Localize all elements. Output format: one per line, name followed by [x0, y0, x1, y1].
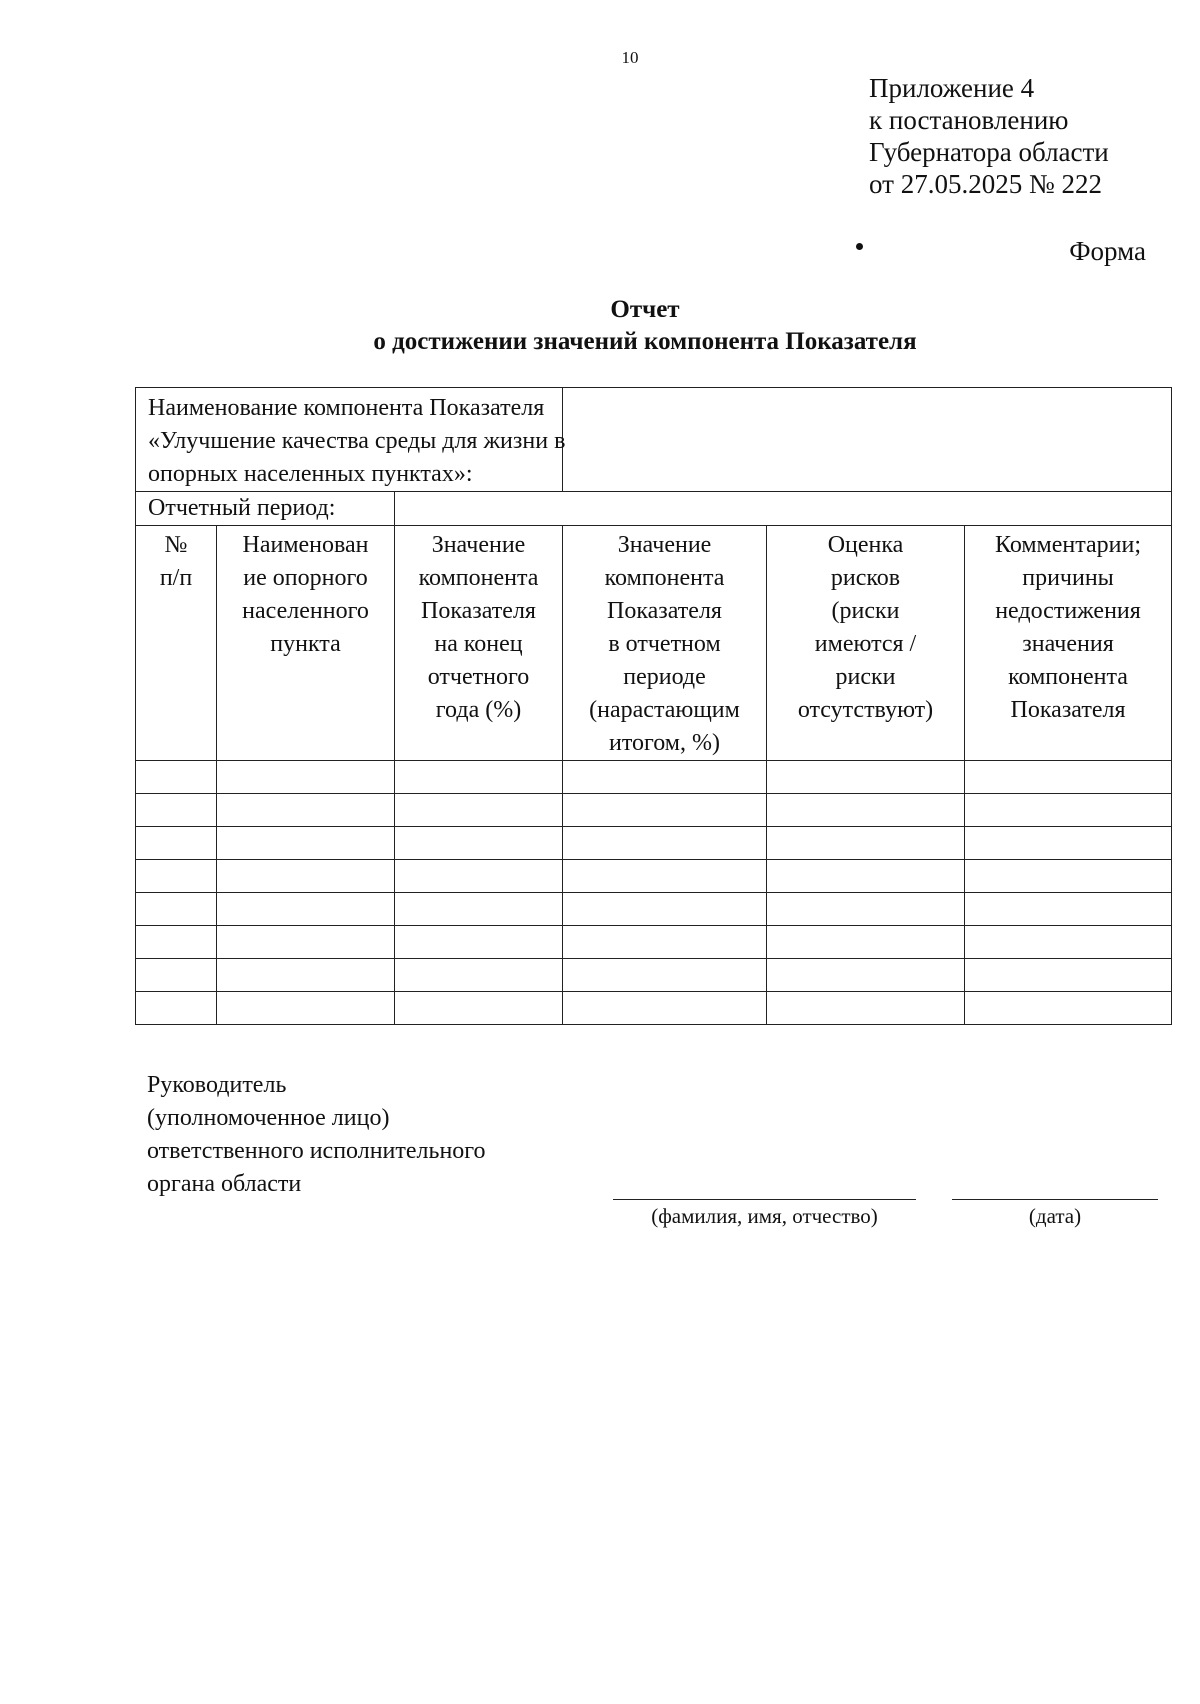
- header-text-line: Наименован: [242, 532, 369, 558]
- table-cell[interactable]: [563, 959, 767, 992]
- form-label: Форма: [1069, 236, 1146, 266]
- table-cell[interactable]: [965, 761, 1172, 794]
- table-cell[interactable]: [563, 761, 767, 794]
- table-cell[interactable]: [136, 959, 217, 992]
- header-text-line: населенного: [242, 598, 369, 624]
- header-text-line: (риски: [831, 598, 900, 624]
- header-text-line: периоде: [623, 664, 706, 690]
- table-row: [136, 926, 1172, 959]
- table-cell[interactable]: [767, 794, 965, 827]
- table-row: [136, 761, 1172, 794]
- report-table: [135, 387, 1172, 1025]
- header-text-line: (нарастающим: [589, 697, 740, 723]
- component-name-line-1: Наименование компонента Показателя: [148, 395, 545, 421]
- table-cell[interactable]: [563, 860, 767, 893]
- header-text-line: имеются /: [814, 631, 917, 657]
- signature-title-block: [147, 1069, 486, 1201]
- column-header-locality: [217, 526, 395, 761]
- table-body: [136, 761, 1172, 1025]
- table-cell[interactable]: [136, 827, 217, 860]
- column-header-year-end-value: [395, 526, 563, 761]
- table-cell[interactable]: [965, 926, 1172, 959]
- table-cell[interactable]: [217, 827, 395, 860]
- table-cell[interactable]: [395, 893, 563, 926]
- table-cell[interactable]: [395, 926, 563, 959]
- table-cell[interactable]: [136, 794, 217, 827]
- signature-line-3: ответственного исполнительного: [147, 1138, 486, 1164]
- column-header-risk-assessment: [767, 526, 965, 761]
- document-title: [300, 294, 990, 358]
- table-cell[interactable]: [767, 992, 965, 1025]
- header-text-line: рисков: [830, 565, 901, 591]
- table-cell[interactable]: [136, 893, 217, 926]
- table-cell[interactable]: [217, 926, 395, 959]
- table-cell[interactable]: [395, 794, 563, 827]
- column-header-number: [136, 526, 217, 761]
- header-text-line: Показателя: [607, 598, 722, 624]
- table-cell[interactable]: [767, 893, 965, 926]
- header-text-line: пункта: [270, 631, 341, 657]
- table-cell[interactable]: [965, 827, 1172, 860]
- header-text-line: отчетного: [427, 664, 530, 690]
- bullet-mark: [856, 243, 863, 250]
- header-text-line: Оценка: [827, 532, 904, 558]
- date-caption: (дата): [1028, 1204, 1082, 1228]
- date-signature-line[interactable]: [952, 1199, 1158, 1200]
- component-value-cell[interactable]: [563, 388, 1172, 492]
- table-row: [136, 827, 1172, 860]
- header-text-line: компонента: [604, 565, 725, 591]
- table-cell[interactable]: [217, 893, 395, 926]
- header-text-line: компонента: [418, 565, 539, 591]
- header-text-line: риски: [835, 664, 896, 690]
- header-text-line: года (%): [435, 697, 522, 723]
- header-text-line: итогом, %): [609, 730, 720, 756]
- column-header-period-value: [563, 526, 767, 761]
- header-text-line: Комментарии;: [995, 532, 1142, 558]
- table-cell[interactable]: [136, 926, 217, 959]
- table-row: [136, 794, 1172, 827]
- table-row: [136, 860, 1172, 893]
- table-cell[interactable]: [136, 860, 217, 893]
- table-cell[interactable]: [217, 959, 395, 992]
- table-cell[interactable]: [395, 992, 563, 1025]
- component-name-line-2: «Улучшение качества среды для жизни в: [148, 428, 566, 454]
- appendix-line-3: Губернатора области: [869, 137, 1109, 167]
- table-cell[interactable]: [217, 761, 395, 794]
- table-cell[interactable]: [965, 893, 1172, 926]
- header-text-line: Значение: [617, 532, 712, 558]
- name-caption: (фамилия, имя, отчество): [651, 1204, 878, 1228]
- title-line-2: о достижении значений компонента Показателя: [373, 328, 917, 355]
- column-header-comments: [965, 526, 1172, 761]
- table-header-row: [136, 526, 1172, 761]
- table-cell[interactable]: [217, 794, 395, 827]
- component-name-line-3: опорных населенных пунктах»:: [148, 461, 473, 487]
- table-cell[interactable]: [136, 761, 217, 794]
- component-name-cell: [136, 388, 566, 492]
- table-cell[interactable]: [767, 959, 965, 992]
- table-cell[interactable]: [965, 794, 1172, 827]
- table-cell[interactable]: [563, 827, 767, 860]
- header-text-line: Показателя: [421, 598, 536, 624]
- header-text-line: №: [164, 532, 188, 558]
- appendix-block: [869, 72, 1109, 200]
- table-cell[interactable]: [395, 761, 563, 794]
- table-cell[interactable]: [965, 959, 1172, 992]
- signature-line-1: Руководитель: [147, 1072, 287, 1098]
- table-cell[interactable]: [563, 794, 767, 827]
- table-cell[interactable]: [965, 860, 1172, 893]
- table-row: [136, 893, 1172, 926]
- appendix-line-1: Приложение 4: [869, 73, 1035, 103]
- table-cell[interactable]: [767, 827, 965, 860]
- table-cell[interactable]: [136, 992, 217, 1025]
- table-cell[interactable]: [395, 827, 563, 860]
- header-text-line: п/п: [159, 565, 193, 591]
- signature-line-2: (уполномоченное лицо): [147, 1105, 390, 1131]
- table-cell[interactable]: [767, 926, 965, 959]
- table-cell[interactable]: [563, 926, 767, 959]
- header-text-line: недостижения: [995, 598, 1141, 624]
- header-text-line: отсутствуют): [797, 697, 934, 723]
- header-text-line: значения: [1022, 631, 1114, 657]
- table-cell[interactable]: [395, 959, 563, 992]
- table-row: [136, 992, 1172, 1025]
- header-text-line: ие опорного: [243, 565, 368, 591]
- period-value-cell[interactable]: [395, 492, 1172, 526]
- table-cell[interactable]: [767, 761, 965, 794]
- table-row: [136, 959, 1172, 992]
- table-cell[interactable]: [563, 992, 767, 1025]
- header-text-line: Показателя: [1010, 697, 1126, 723]
- table-cell[interactable]: [563, 893, 767, 926]
- appendix-line-4: от 27.05.2025 № 222: [869, 169, 1102, 199]
- table-cell[interactable]: [217, 860, 395, 893]
- table-cell[interactable]: [217, 992, 395, 1025]
- header-text-line: на конец: [434, 631, 523, 657]
- table-cell[interactable]: [965, 992, 1172, 1025]
- table-cell[interactable]: [767, 860, 965, 893]
- name-signature-line[interactable]: [613, 1199, 916, 1200]
- table-cell[interactable]: [395, 860, 563, 893]
- appendix-line-2: к постановлению: [869, 105, 1069, 135]
- header-text-line: причины: [1022, 565, 1114, 591]
- header-text-line: в отчетном: [608, 631, 721, 657]
- header-text-line: Значение: [431, 532, 526, 558]
- header-text-line: компонента: [1008, 664, 1128, 690]
- signature-line-4: органа области: [147, 1171, 302, 1197]
- page-number: 10: [621, 48, 639, 67]
- title-line-1: Отчет: [610, 296, 680, 323]
- period-label-cell: Отчетный период:: [136, 492, 395, 526]
